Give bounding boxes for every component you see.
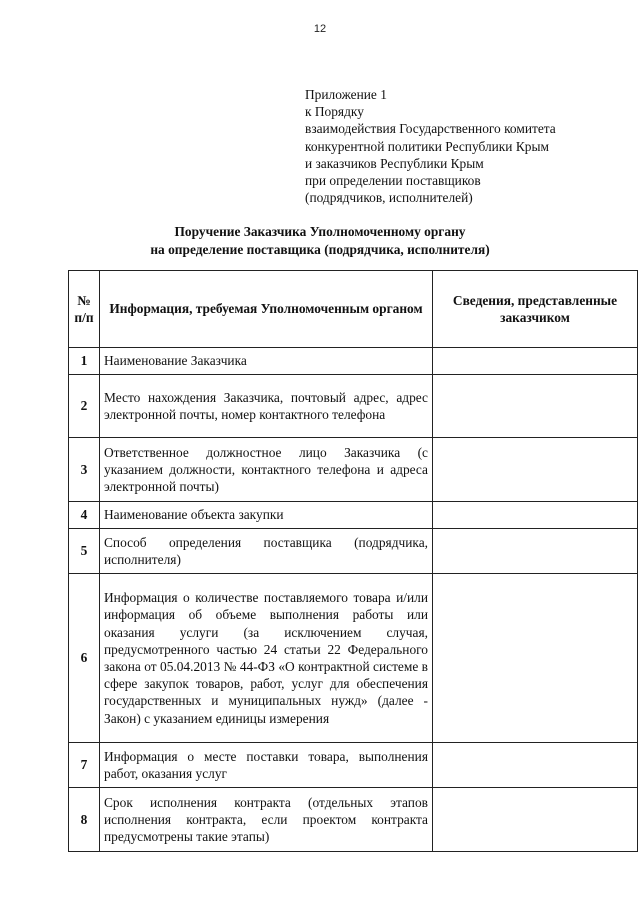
row-number: 2 <box>69 375 100 438</box>
title-line-1: Поручение Заказчика Уполномоченному органу <box>174 224 466 239</box>
row-info: Место нахождения Заказчика, почтовый адрес, адрес электронной почты, номер контактного телефона <box>100 375 433 438</box>
appendix-header <box>305 86 605 206</box>
row-info: Наименование Заказчика <box>100 348 433 375</box>
row-info: Срок исполнения контракта (отдельных этапов исполнения контракта, если проектом контракта предусмотрены такие этапы) <box>100 788 433 852</box>
table-row <box>69 438 638 502</box>
title-line-2: на определение поставщика (подрядчика, исполнителя) <box>150 242 490 257</box>
row-number: 8 <box>69 788 100 852</box>
order-form-table <box>68 270 638 852</box>
appendix-line: Приложение 1 <box>305 87 387 102</box>
row-number: 3 <box>69 438 100 502</box>
table-row <box>69 743 638 788</box>
row-info: Способ определения поставщика (подрядчика, исполнителя) <box>100 529 433 574</box>
header-number: № п/п <box>69 271 100 348</box>
row-number: 6 <box>69 574 100 743</box>
appendix-line: конкурентной политики Республики Крым <box>305 138 549 154</box>
row-value-cell[interactable] <box>433 348 638 375</box>
appendix-line: при определении поставщиков <box>305 173 481 189</box>
page-number: 12 <box>313 23 327 35</box>
row-value-cell[interactable] <box>433 574 638 743</box>
row-info: Информация о месте поставки товара, выполнения работ, оказания услуг <box>100 743 433 788</box>
row-number: 4 <box>69 502 100 529</box>
header-data: Сведения, представленные заказчиком <box>433 271 638 348</box>
row-number: 5 <box>69 529 100 574</box>
document-title <box>0 223 640 259</box>
table-row <box>69 574 638 743</box>
table-row <box>69 788 638 852</box>
row-number: 7 <box>69 743 100 788</box>
row-info: Наименование объекта закупки <box>100 502 433 529</box>
appendix-line: и заказчиков Республики Крым <box>305 155 484 171</box>
row-number: 1 <box>69 348 100 375</box>
row-value-cell[interactable] <box>433 375 638 438</box>
appendix-line: (подрядчиков, исполнителей) <box>305 190 473 206</box>
table-row <box>69 502 638 529</box>
table-row <box>69 348 638 375</box>
row-value-cell[interactable] <box>433 743 638 788</box>
row-info: Ответственное должностное лицо Заказчика (с указанием должности, контактного телефона и адреса электронной почты) <box>100 438 433 502</box>
row-value-cell[interactable] <box>433 788 638 852</box>
table-row <box>69 375 638 438</box>
header-info: Информация, требуемая Уполномоченным органом <box>100 271 433 348</box>
row-value-cell[interactable] <box>433 438 638 502</box>
table-header-row <box>69 271 638 348</box>
table-row <box>69 529 638 574</box>
row-info: Информация о количестве поставляемого товара и/или информация об объеме выполнения работы или оказания услуги (за исключением случая, предусмотренного частью 24 статьи 22 Федерального закона от 05.04.2013 № 44-ФЗ «О контрактной системе в сфере закупок товаров, работ, услуг для обеспечения государственных и муниципальных нужд» (далее - Закон) с указанием единицы измерения <box>100 574 433 743</box>
appendix-line: взаимодействия Государственного комитета <box>305 121 556 137</box>
row-value-cell[interactable] <box>433 502 638 529</box>
appendix-line: к Порядку <box>305 104 364 120</box>
row-value-cell[interactable] <box>433 529 638 574</box>
